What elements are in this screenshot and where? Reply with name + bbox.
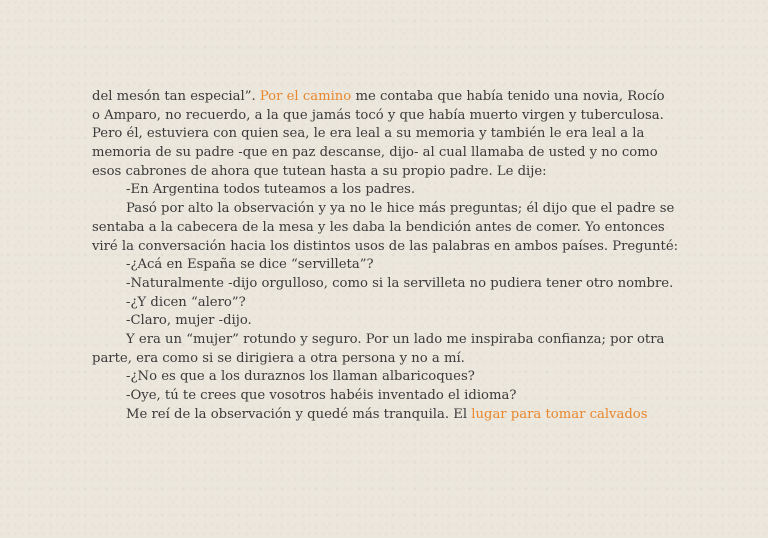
text-line: viré la conversación hacia los distintos usos de las palabras en ambos países. Pregunté: — [92, 238, 679, 254]
text-page — [92, 88, 678, 424]
text-segment: Me reí de la observación y quedé más tranquila. El — [126, 406, 468, 422]
text-line: memoria de su padre -que en paz descanse, dijo- al cual llamaba de usted y no como — [92, 145, 658, 161]
text-line: parte, era como si se dirigiera a otra persona y no a mí. — [92, 350, 465, 366]
text-line: o Amparo, no recuerdo, a la que jamás tocó y que había muerto virgen y tuberculosa. — [92, 107, 664, 123]
dialogue-line: -¿Y dicen “alero”? — [126, 294, 246, 310]
text-line — [92, 88, 678, 107]
dialogue-line: -¿No es que a los duraznos los llaman albaricoques? — [126, 369, 475, 385]
text-line — [92, 406, 678, 425]
dialogue-line: -¿Acá en España se dice “servilleta”? — [126, 257, 374, 273]
text-line: Y era un “mujer” rotundo y seguro. Por un lado me inspiraba confianza; por otra — [126, 331, 665, 347]
text-line: sentaba a la cabecera de la mesa y les daba la bendición antes de comer. Yo entonces — [92, 219, 665, 235]
text-line: Pasó por alto la observación y ya no le hice más preguntas; él dijo que el padre se — [126, 201, 675, 217]
dialogue-line: -Claro, mujer -dijo. — [126, 313, 252, 329]
dialogue-line: -En Argentina todos tuteamos a los padres. — [126, 182, 416, 198]
text-line: esos cabrones de ahora que tutean hasta a su propio padre. Le dije: — [92, 163, 547, 179]
dialogue-line: -Oye, tú te crees que vosotros habéis inventado el idioma? — [126, 388, 517, 403]
highlighted-link[interactable]: lugar para tomar calvados — [471, 406, 648, 422]
text-segment: del mesón tan especial”. — [92, 89, 256, 104]
highlighted-link[interactable]: Por el camino — [259, 89, 352, 104]
text-segment: me contaba que había tenido una novia, Rocío — [355, 89, 665, 104]
text-line: Pero él, estuviera con quien sea, le era leal a su memoria y también le era leal a la — [92, 126, 645, 142]
dialogue-line: -Naturalmente -dijo orgulloso, como si la servilleta no pudiera tener otro nombre. — [126, 275, 674, 291]
